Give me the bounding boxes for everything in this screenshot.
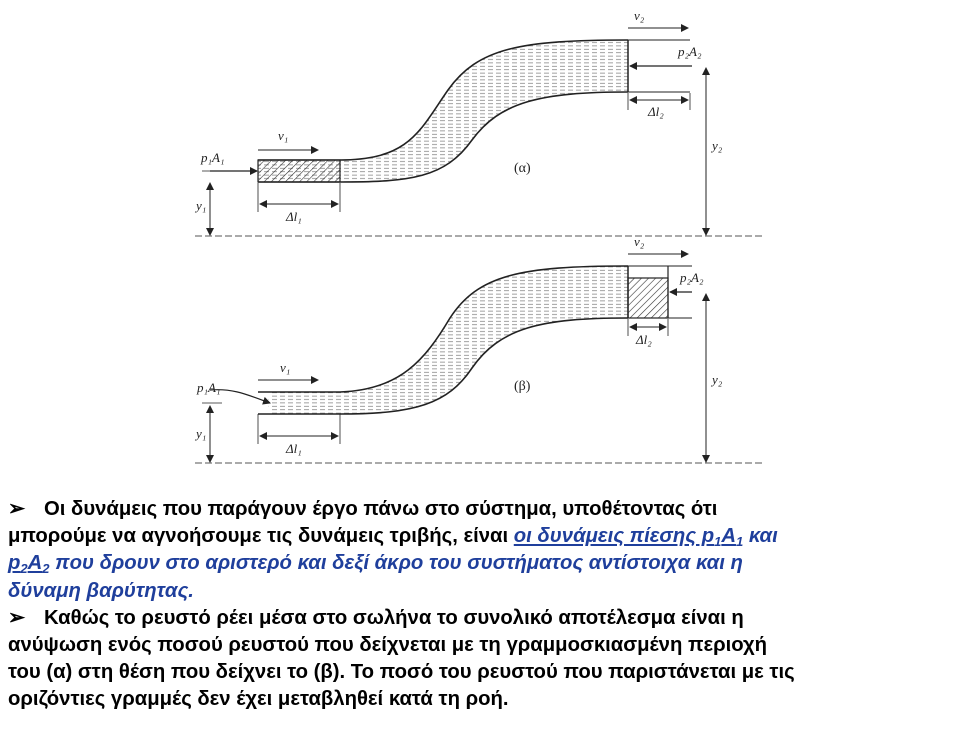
force-label-left-b: p₁A₁	[197, 380, 221, 395]
paragraph-1	[8, 496, 956, 605]
subscript: 2	[20, 561, 28, 577]
displacement-label-left-a: Δl₁	[286, 209, 302, 224]
velocity-label-left-a: v₁	[278, 128, 289, 143]
force-label-right-b: p₂A₂	[680, 270, 704, 285]
velocity-label-right-a: v₂	[634, 8, 645, 23]
paragraph-2-line-3: του (α) στη θέση που δείχνει το (β). Το ποσό του ρευστού που παριστάνεται με τις	[8, 661, 795, 684]
pressure-forces-highlight	[513, 525, 744, 550]
hatched-fluid-element-b	[628, 278, 668, 318]
paragraph-1-line-2-text: μπορούμε να αγνοήσουμε τις δυνάμεις τριβής, είναι	[8, 525, 514, 548]
highlight-text-a: A	[721, 525, 736, 548]
hatched-fluid-element-a	[258, 160, 340, 182]
highlight-text-p: p	[8, 552, 21, 575]
force-label-right-a: p₂A₂	[678, 44, 702, 59]
panel-label-b: (β)	[514, 379, 531, 394]
displacement-label-right-b: Δl₂	[636, 332, 652, 347]
highlight-text-end: και	[743, 525, 778, 548]
paragraph-1-line-4: δύναμη βαρύτητας.	[8, 579, 194, 602]
highlight-text: οι δυνάμεις πίεσης p	[513, 525, 715, 548]
paragraph-2	[8, 605, 956, 714]
height-label-left-b: y₁	[196, 426, 207, 441]
displacement-label-right-a: Δl₂	[648, 104, 664, 119]
force-label-left-a: p₁A₁	[201, 150, 225, 165]
panel-b	[194, 234, 765, 463]
panel-label-a: (α)	[514, 161, 531, 176]
explanation-text	[8, 496, 956, 714]
bullet-arrow-icon: ➢	[8, 498, 25, 520]
paragraph-1-line-2	[8, 523, 956, 550]
subscript: 2	[42, 561, 50, 577]
paragraph-1-line-1: Οι δυνάμεις που παράγουν έργο πάνω στο σύστημα, υποθέτοντας ότι	[44, 498, 718, 520]
velocity-label-right-b: v₂	[634, 234, 645, 249]
velocity-label-left-b: v₁	[280, 360, 291, 375]
paragraph-2-line-2: ανύψωση ενός ποσού ρευστού που δείχνεται με τη γραμμοσκιασμένη περιοχή	[8, 634, 768, 657]
height-label-right-b: y₂	[712, 372, 723, 387]
paragraph-2-line-1: Καθώς το ρευστό ρέει μέσα στο σωλήνα το συνολικό αποτέλεσμα είναι η	[44, 606, 744, 629]
highlight-text-rest: που δρουν στο αριστερό και δεξί άκρο του συστήματος αντίστοιχα και η	[49, 552, 743, 575]
paragraph-1-line-3	[8, 550, 956, 577]
highlight-text-a: A	[27, 552, 43, 575]
height-label-right-a: y₂	[712, 138, 723, 153]
subscript: 1	[714, 534, 722, 550]
paragraph-2-line-4: οριζόντιες γραμμές δεν έχει μεταβληθεί κατά τη ροή.	[8, 688, 509, 711]
height-label-left-a: y₁	[196, 198, 207, 213]
bullet-arrow-icon: ➢	[8, 606, 25, 629]
panel-a	[194, 8, 765, 236]
subscript: 1	[735, 534, 744, 550]
displacement-label-left-b: Δl₁	[286, 441, 302, 456]
